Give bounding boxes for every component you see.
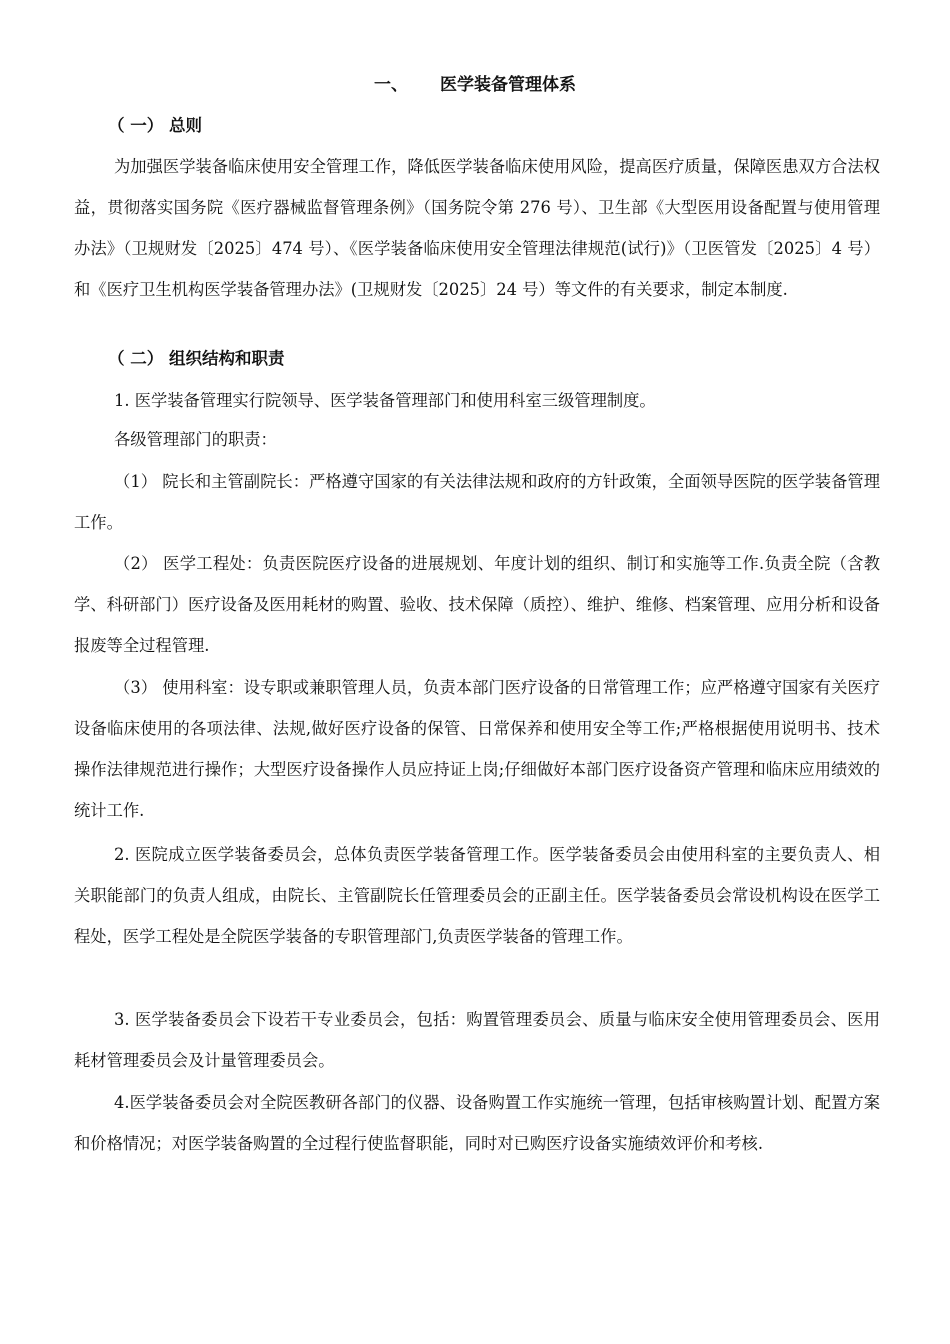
section-title (0, 70, 950, 100)
subsection-heading-general: （ 一） 总则 (108, 116, 202, 135)
paragraph-1: 1. 医学装备管理实行院领导、医学装备管理部门和使用科室三级管理制度。 (114, 391, 656, 410)
general-paragraph: 为加强医学装备临床使用安全管理工作，降低医学装备临床使用风险，提高医疗质量，保障医患双方合法权益，贯彻落实国务院《医疗器械监督管理条例》（国务院令第 276 号）、卫生部《大型医用设备配置与使用管理办法》（卫规财发〔2025〕474 号）、《医学装备临床使用安全管理法律规范(试行)》（卫医管发〔2025〕4 号）和《医疗卫生机构医学装备管理办法》(卫规财发〔2025〕24 号）等文件的有关要求，制定本制度. (74, 157, 880, 299)
paragraph-2: 2. 医院成立医学装备委员会，总体负责医学装备管理工作。医学装备委员会由使用科室的主要负责人、相关职能部门的负责人组成，由院长、主管副院长任管理委员会的正副主任。医学装备委员会常设机构设在医学工程处，医学工程处是全院医学装备的专职管理部门,负责医学装备的管理工作。 (74, 845, 880, 946)
paragraph-3: 3. 医学装备委员会下设若干专业委员会，包括：购置管理委员会、质量与临床安全使用管理委员会、医用耗材管理委员会及计量管理委员会。 (74, 1010, 880, 1070)
duties-intro: 各级管理部门的职责： (114, 430, 277, 449)
paragraph-4: 4.医学装备委员会对全院医教研各部门的仪器、设备购置工作实施统一管理，包括审核购置计划、配置方案和价格情况；对医学装备购置的全过程行使监督职能，同时对已购医疗设备实施绩效评价和考核. (74, 1093, 880, 1153)
section-number: 一、 (374, 75, 408, 95)
section-title-text: 医学装备管理体系 (440, 75, 576, 95)
duty-3: （3） 使用科室：设专职或兼职管理人员，负责本部门医疗设备的日常管理工作；应严格遵守国家有关医疗设备临床使用的各项法律、法规,做好医疗设备的保管、日常保养和使用安全等工作;严格根据使用说明书、技术操作法律规范进行操作；大型医疗设备操作人员应持证上岗;仔细做好本部门医疗设备资产管理和临床应用绩效的统计工作. (74, 678, 880, 820)
subsection-heading-organization: （ 二） 组织结构和职责 (108, 349, 285, 368)
duty-1: （1） 院长和主管副院长：严格遵守国家的有关法律法规和政府的方针政策，全面领导医院的医学装备管理工作。 (74, 472, 880, 532)
duty-2: （2） 医学工程处：负责医院医疗设备的进展规划、年度计划的组织、制订和实施等工作.负责全院（含教学、科研部门）医疗设备及医用耗材的购置、验收、技术保障（质控）、维护、维修、档案管理、应用分析和设备报废等全过程管理. (74, 554, 880, 655)
